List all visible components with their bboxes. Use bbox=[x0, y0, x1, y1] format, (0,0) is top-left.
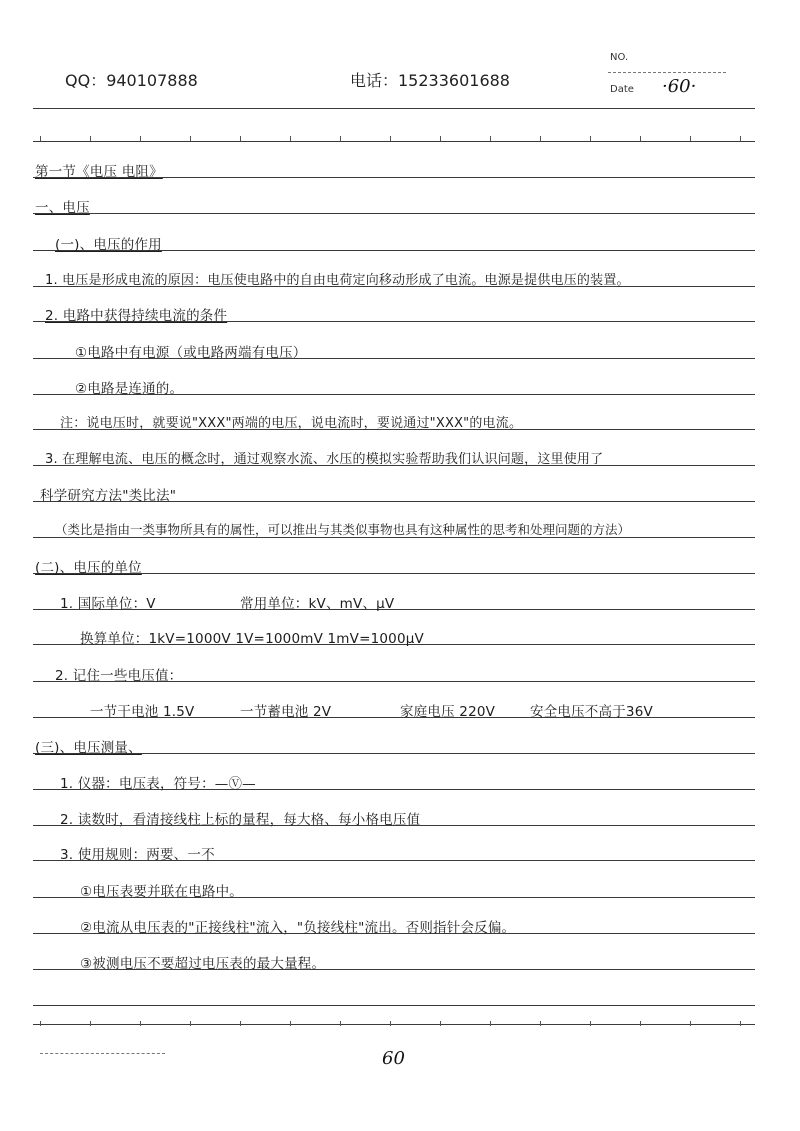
note-line: 家庭电压 220V bbox=[400, 704, 496, 720]
header-rule-1 bbox=[33, 108, 755, 109]
ruler-tick bbox=[490, 136, 491, 141]
ruler-tick bbox=[440, 1021, 441, 1026]
ruler-tick bbox=[690, 1021, 691, 1026]
phone-contact: 电话：15233601688 bbox=[350, 71, 510, 90]
ruler-tick bbox=[240, 136, 241, 141]
ruler-tick bbox=[140, 136, 141, 141]
ruler-tick bbox=[740, 136, 741, 141]
subheading-voltage-measure: (三)、电压测量、 bbox=[35, 740, 142, 756]
ruler-tick bbox=[640, 1021, 641, 1026]
note-line: 2. 记住一些电压值： bbox=[55, 668, 183, 684]
note-line: （类比是指由一类事物所具有的属性，可以推出与其类似事物也具有这种属性的思考和处理问题的方法） bbox=[55, 522, 631, 537]
note-line: 安全电压不高于36V bbox=[530, 704, 653, 720]
page-number: 60 bbox=[382, 1048, 405, 1069]
note-line: 3. 使用规则：两要、一不 bbox=[60, 847, 215, 863]
note-line: ①电路中有电源（或电路两端有电压） bbox=[75, 345, 307, 361]
note-line: 一节干电池 1.5V bbox=[90, 704, 195, 720]
ruler-tick bbox=[190, 1021, 191, 1026]
date-value: ·60· bbox=[662, 76, 697, 97]
note-line: 换算单位：1kV=1000V 1V=1000mV 1mV=1000μV bbox=[80, 631, 424, 647]
note-line: ②电流从电压表的"正接线柱"流入，"负接线柱"流出。否则指针会反偏。 bbox=[80, 920, 516, 936]
ruler-tick bbox=[740, 1021, 741, 1026]
ruler-tick bbox=[40, 1021, 41, 1026]
header-rule-2 bbox=[33, 141, 755, 142]
note-line: 一节蓄电池 2V bbox=[240, 704, 332, 720]
ruler-tick bbox=[190, 136, 191, 141]
ruler-tick bbox=[90, 1021, 91, 1026]
date-label: Date bbox=[610, 84, 634, 95]
ruler-tick bbox=[540, 136, 541, 141]
ruled-line bbox=[33, 1024, 755, 1025]
ruler-tick bbox=[540, 1021, 541, 1026]
ruler-tick bbox=[640, 136, 641, 141]
qq-contact: QQ：940107888 bbox=[65, 71, 198, 90]
note-line: 2. 电路中获得持续电流的条件 bbox=[45, 308, 228, 324]
note-line: 1. 电压是形成电流的原因：电压使电路中的自由电荷定向移动形成了电流。电源是提供电压的装置。 bbox=[45, 273, 630, 288]
note-line: 1. 国际单位：V bbox=[60, 596, 156, 612]
ruler-tick bbox=[290, 1021, 291, 1026]
ruler-tick bbox=[590, 136, 591, 141]
footer-dotted-line bbox=[40, 1053, 165, 1054]
subheading-voltage-role: (一)、电压的作用 bbox=[55, 237, 162, 253]
ruler-tick bbox=[290, 136, 291, 141]
ruler-tick bbox=[390, 1021, 391, 1026]
ruler-tick bbox=[390, 136, 391, 141]
ruled-line bbox=[33, 1005, 755, 1006]
ruler-tick bbox=[340, 1021, 341, 1026]
section-title: 第一节《电压 电阻》 bbox=[35, 164, 163, 180]
no-field-line bbox=[608, 72, 726, 73]
note-line: 2. 读数时，看清接线柱上标的量程，每大格、每小格电压值 bbox=[60, 812, 421, 828]
ruled-line bbox=[33, 213, 755, 214]
note-line: 常用单位：kV、mV、μV bbox=[240, 596, 395, 612]
note-line: 3. 在理解电流、电压的概念时，通过观察水流、水压的模拟实验帮助我们认识问题，这里使用了 bbox=[45, 452, 604, 467]
subheading-voltage-unit: (二)、电压的单位 bbox=[35, 560, 142, 576]
ruler-tick bbox=[690, 136, 691, 141]
heading-voltage: 一、电压 bbox=[35, 200, 90, 216]
ruler-tick bbox=[490, 1021, 491, 1026]
note-line: 科学研究方法"类比法" bbox=[40, 488, 177, 504]
ruler-tick bbox=[90, 136, 91, 141]
note-line: 注：说电压时，就要说"XXX"两端的电压，说电流时，要说通过"XXX"的电流。 bbox=[60, 416, 523, 431]
ruler-tick bbox=[590, 1021, 591, 1026]
ruler-tick bbox=[340, 136, 341, 141]
note-line: 1. 仪器：电压表，符号：—Ⓥ— bbox=[60, 776, 256, 792]
ruler-tick bbox=[140, 1021, 141, 1026]
ruler-tick bbox=[40, 136, 41, 141]
note-line: ③被测电压不要超过电压表的最大量程。 bbox=[80, 956, 326, 972]
ruler-tick bbox=[240, 1021, 241, 1026]
note-line: ①电压表要并联在电路中。 bbox=[80, 884, 244, 900]
note-line: ②电路是连通的。 bbox=[75, 381, 184, 397]
no-label: NO. bbox=[610, 52, 629, 63]
ruler-tick bbox=[440, 136, 441, 141]
